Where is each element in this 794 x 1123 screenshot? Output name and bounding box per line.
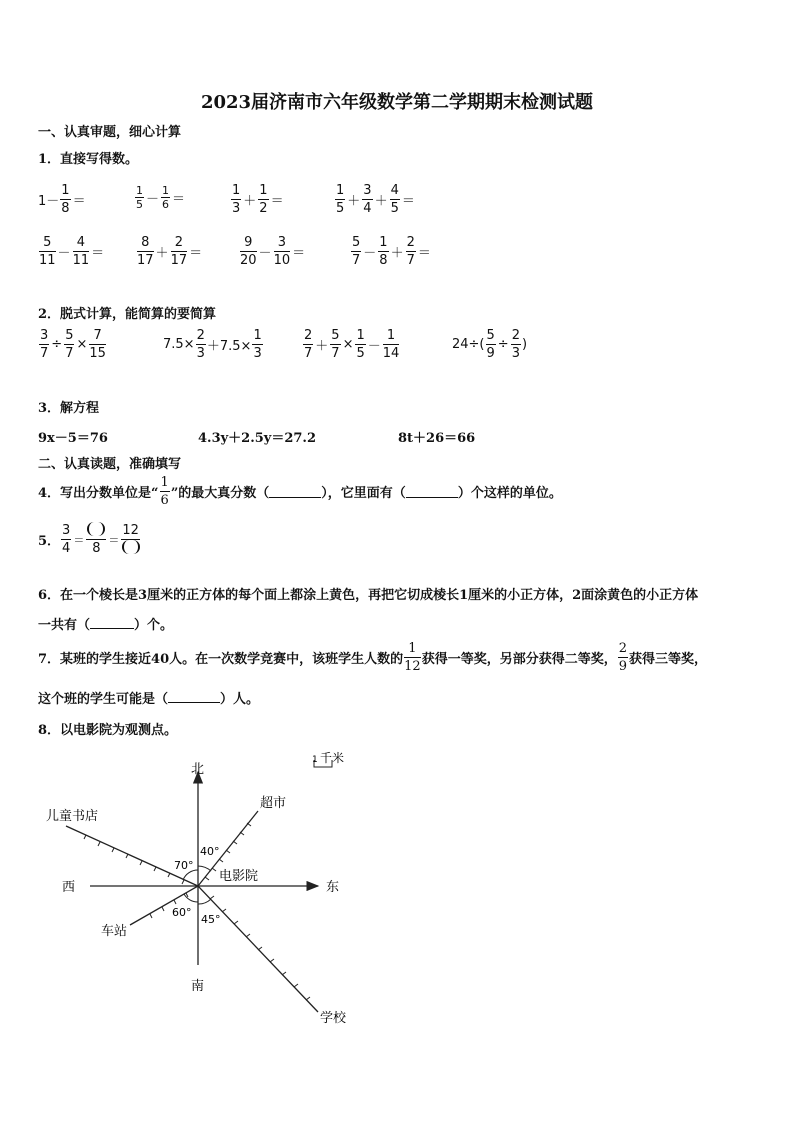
q2-label: 2．脱式计算，能简算的要简算 [38,307,217,322]
q6-line2b: ）个。 [134,618,174,633]
q5-eq2: ＝ [108,533,120,547]
q2-e2-mid: ＋7.5× [206,339,252,354]
q7-line2b: ）人。 [220,692,260,707]
q1-r1-b-frac1: $\frac{1}{5}$ [136,184,143,211]
q2-e1-frac1: $\frac{3}{7}$ [40,328,49,361]
q1-r1-c-frac1: $\frac{1}{3}$ [232,183,241,216]
arc-school [198,899,211,904]
q1-r1-d-frac2: $\frac{3}{4}$ [363,183,372,216]
q2-e1-op1: ÷ [51,337,63,352]
q1-r1-c-frac2: $\frac{1}{2}$ [259,183,268,216]
q2-e4-tail: ) [521,337,528,352]
q5-line [38,522,141,557]
scale-unit: 千米 [320,751,345,765]
q1-r1-d-frac1: $\frac{1}{5}$ [336,183,345,216]
q1-r1-b-op: － [146,192,160,207]
q1-r1-a-eq: ＝ [72,194,86,209]
q4-mid2: ），它里面有（ [321,486,406,501]
q1-r2-d-eq: ＝ [417,246,431,261]
label-station: 车站 [101,924,128,939]
q4-mid: ”的最大真分数（ [170,486,270,501]
q8-label: 8．以电影院为观测点。 [38,723,178,738]
q1-label: 1．直接写得数。 [38,152,139,167]
ray-school [198,886,318,1012]
q2-e2-frac2: $\frac{1}{3}$ [253,328,262,361]
q7-pre: 7．某班的学生接近40人。在一次数学竞赛中，该班学生人数的 [38,652,404,667]
section1-heading: 一、认真审题，细心计算 [38,125,182,140]
angle-supermarket: 40° [200,845,220,858]
q1-r1-d-op2: ＋ [374,194,388,209]
q6-line2 [38,614,173,633]
q1-r2-d-frac3: $\frac{2}{7}$ [406,235,415,268]
q2-e2 [163,327,264,362]
q1-r2-a [38,234,105,269]
q2-e1-op2: × [76,337,88,352]
q4-pre: 4．写出分数单位是“ [38,486,159,501]
q1-r1-c [230,182,285,217]
q5-label: 5． [38,534,61,549]
q1-r2-d-frac1: $\frac{5}{7}$ [352,235,361,268]
q2-e3-op2: × [342,337,354,352]
q1-r2-b-frac1: $\frac{8}{17}$ [137,235,154,268]
q5-frac1: $\frac{3}{4}$ [62,523,71,556]
section2-heading: 二、认真读题，准确填写 [38,457,182,472]
q2-e4-frac2: $\frac{2}{3}$ [511,328,520,361]
q1-r2-c-frac1: $\frac{9}{20}$ [240,235,257,268]
q1-r1-d-frac3: $\frac{4}{5}$ [390,183,399,216]
q3-eq3: 8t＋26＝66 [398,431,476,446]
arc-supermarket [198,866,211,871]
q3-eq1: 9x－5＝76 [38,431,108,446]
q4-blank1[interactable] [269,485,321,498]
q2-e3-op3: － [367,339,381,354]
scale-number: 1 [312,755,318,765]
q2-e1 [38,327,107,362]
label-bookstore: 儿童书店 [46,809,99,824]
q1-r1-a-lead: 1－ [38,194,60,209]
q1-r1-a [38,182,87,217]
label-east: 东 [326,880,340,895]
q7-line2a: 这个班的学生可能是（ [38,692,169,707]
q5-eq1: ＝ [73,533,85,547]
q7-post: 获得三等奖， [628,652,707,667]
q6-line2a: 一共有（ [38,618,91,633]
q3-label: 3．解方程 [38,401,100,416]
q1-r1-b [134,184,186,211]
q2-e2-frac1: $\frac{2}{3}$ [196,328,205,361]
q1-r1-d-eq: ＝ [401,194,415,209]
q1-r2-a-frac1: $\frac{5}{11}$ [39,235,56,268]
q5-frac3: 12 [121,522,140,557]
q1-r1-a-frac1: $\frac{1}{8}$ [61,183,70,216]
q1-r2-a-op: － [57,246,71,261]
label-south: 南 [191,979,205,994]
q7-line1 [38,640,707,675]
q1-r1-d-op1: ＋ [347,194,361,209]
q2-e3 [302,327,400,362]
q7-blank[interactable] [168,690,220,703]
q4-line [38,474,562,509]
q1-r2-b [136,234,203,269]
q1-r1-d [334,182,416,217]
ray-bookstore-ticks [84,835,184,884]
q6-line1: 6．在一个棱长是3厘米的正方体的每个面上都涂上黄色，再把它切成棱长1厘米的小正方体，2面涂黄色的小正方体 [38,588,699,603]
q1-r2-c-eq: ＝ [292,246,306,261]
angle-school: 45° [201,913,221,926]
angle-bookstore: 70° [174,859,194,872]
q1-r2-b-frac2: $\frac{2}{17}$ [170,235,188,268]
q2-e4 [452,327,527,362]
label-north: 北 [191,762,205,777]
label-supermarket: 超市 [260,796,287,811]
q5-frac2: 8 [86,522,106,557]
q2-e4-lead: 24÷( [452,337,485,352]
label-west: 西 [62,880,76,895]
label-school: 学校 [320,1011,347,1026]
q1-r2-d-op2: ＋ [390,246,404,261]
q1-r2-c-op: － [258,246,272,261]
q1-r1-c-op: ＋ [243,194,257,209]
q2-e3-frac2: $\frac{5}{7}$ [331,328,340,361]
q5-blank-numerator[interactable] [87,522,105,536]
q2-e1-frac2: $\frac{5}{7}$ [65,328,74,361]
q1-r2-d [350,234,432,269]
q1-r2-a-frac2: $\frac{4}{11}$ [72,235,90,268]
label-cinema: 电影院 [219,869,259,884]
q2-e3-op1: ＋ [315,339,329,354]
q1-r1-b-frac2: $\frac{1}{6}$ [162,184,170,211]
q2-e2-lead: 7.5× [163,337,195,352]
q2-e4-frac1: $\frac{5}{9}$ [486,328,495,361]
q4-blank2[interactable] [406,485,458,498]
q7-mid: 获得一等奖，另部分获得二等奖， [421,652,617,667]
q1-r2-c-frac2: $\frac{3}{10}$ [273,235,291,268]
ray-school-ticks [210,896,310,1000]
q1-r2-c [239,234,306,269]
q2-e3-frac4: $\frac{1}{14}$ [382,328,400,361]
q1-r2-a-eq: ＝ [91,246,105,261]
q1-r2-b-eq: ＝ [189,246,203,261]
page-title: 2023届济南市六年级数学第二学期期末检测试题 [200,92,594,113]
q1-r2-b-op: ＋ [155,246,169,261]
q7-frac2: $\frac{2}{9}$ [618,641,627,674]
q4-post: ）个这样的单位。 [457,486,562,501]
q2-e3-frac1: $\frac{2}{7}$ [304,328,313,361]
direction-map [0,740,794,1040]
arc-station [184,894,198,902]
angle-station: 60° [172,906,192,919]
q3-eq2: 4.3y＋2.5y＝27.2 [198,431,317,446]
q7-frac1: $\frac{1}{12}$ [404,641,421,674]
q1-r1-c-eq: ＝ [270,194,284,209]
q2-e4-op: ÷ [497,337,509,352]
q1-r2-d-op1: － [363,246,377,261]
q4-frac: $\frac{1}{6}$ [160,475,169,508]
q1-r1-b-eq: ＝ [172,192,186,207]
q1-r2-d-frac2: $\frac{1}{8}$ [379,235,388,268]
q2-e1-frac3: $\frac{7}{15}$ [89,328,106,361]
q5-blank-denominator[interactable] [122,540,140,554]
q2-e3-frac3: $\frac{1}{5}$ [356,328,365,361]
q7-line2 [38,688,259,707]
q6-blank[interactable] [90,616,134,629]
